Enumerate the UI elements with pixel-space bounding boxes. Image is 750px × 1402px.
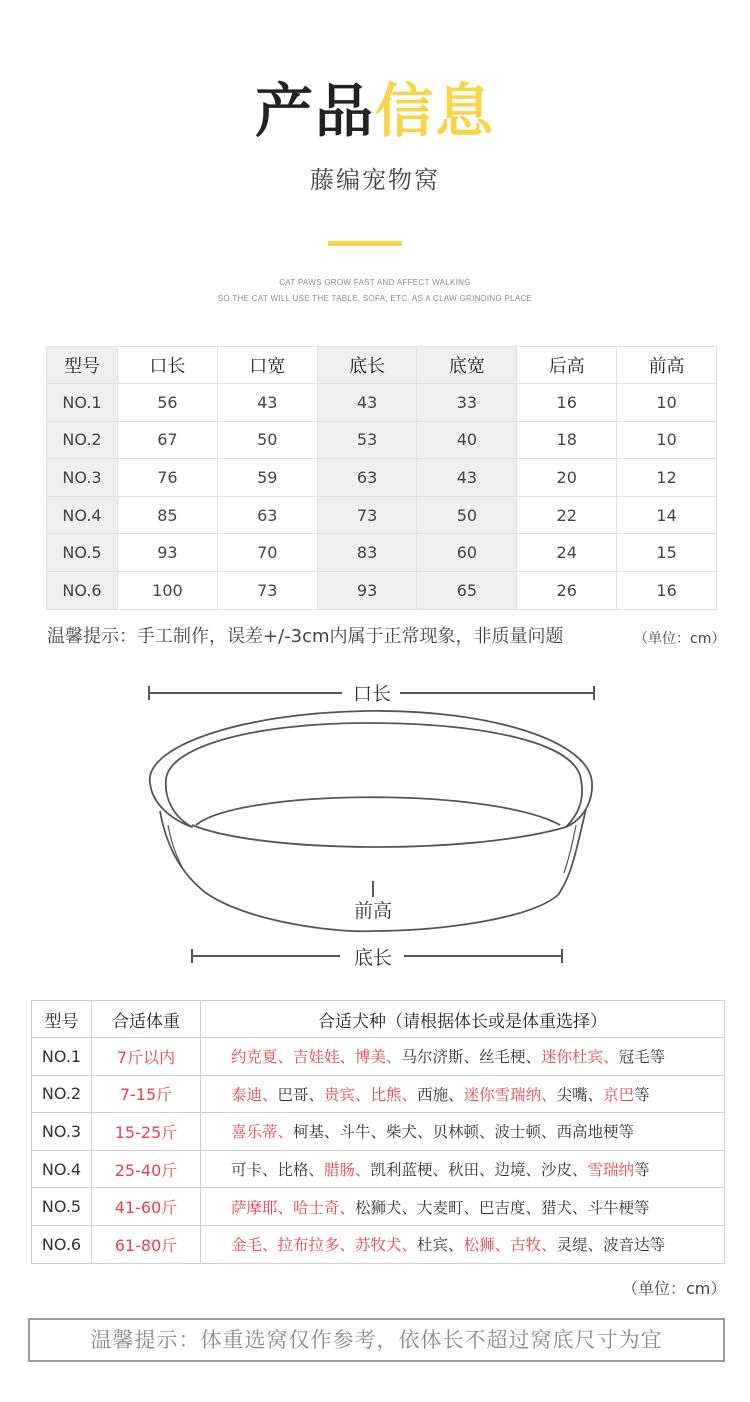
header-cell: 合适体重 bbox=[92, 1001, 201, 1038]
table-row bbox=[47, 496, 717, 534]
table-cell: 67 bbox=[118, 421, 218, 459]
title-highlight: 信息 bbox=[375, 77, 496, 145]
model-cell: NO.3 bbox=[32, 1113, 92, 1151]
table-cell: 12 bbox=[617, 459, 717, 497]
table-cell: 15 bbox=[617, 534, 717, 572]
header-cell: 前高 bbox=[617, 347, 717, 384]
table-cell: 43 bbox=[417, 459, 517, 497]
breed-text: 等 bbox=[634, 1161, 650, 1180]
breed-text: 杜宾、 bbox=[417, 1236, 464, 1255]
table-cell: NO.2 bbox=[47, 421, 118, 459]
breed-text: 冠毛等 bbox=[618, 1048, 666, 1067]
breed-text: 凯利蓝梗、秋田、边境、沙皮、 bbox=[370, 1161, 588, 1180]
table-row bbox=[47, 384, 717, 422]
weight-tip-box: 温馨提示：体重选窝仅作参考，依体长不超过窝底尺寸为宜 bbox=[28, 1318, 725, 1362]
header-cell: 后高 bbox=[517, 347, 617, 384]
breed-text: 吉娃娃、 bbox=[293, 1048, 356, 1067]
table-cell: 63 bbox=[317, 459, 417, 497]
unit-note: （单位：cm） bbox=[634, 631, 726, 647]
table-cell: 59 bbox=[217, 459, 317, 497]
table-cell: 70 bbox=[217, 534, 317, 572]
table-cell: 18 bbox=[517, 421, 617, 459]
breeds-cell bbox=[201, 1038, 725, 1076]
table-cell: 50 bbox=[217, 421, 317, 459]
table-row bbox=[32, 1150, 725, 1188]
table-cell: 93 bbox=[317, 571, 417, 609]
weight-cell: 41-60斤 bbox=[92, 1188, 201, 1226]
weight-cell: 25-40斤 bbox=[92, 1150, 201, 1188]
front-height-label: 前高 bbox=[353, 900, 393, 922]
breed-text: 迷你杜宾、 bbox=[541, 1048, 619, 1067]
size-table bbox=[46, 346, 717, 610]
breed-text: 柯基、斗牛、柴犬、贝林顿、波士顿、西高地梗等 bbox=[293, 1123, 635, 1142]
page-title bbox=[0, 78, 750, 144]
breed-text: 迷你雪瑞纳、 bbox=[463, 1085, 557, 1104]
breed-text: 马尔济斯、丝毛梗、 bbox=[401, 1048, 542, 1067]
top-dimension-label: 口长 bbox=[352, 683, 392, 705]
breed-text: 萨摩耶、 bbox=[231, 1198, 294, 1217]
table-row bbox=[32, 1075, 725, 1113]
table-row bbox=[32, 1225, 725, 1263]
breed-text: 雪瑞纳 bbox=[587, 1161, 635, 1180]
breeds-cell bbox=[201, 1075, 725, 1113]
breeds-cell bbox=[201, 1113, 725, 1151]
bottom-dimension-label: 底长 bbox=[353, 947, 393, 969]
breed-text: 松狮犬、大麦町、巴吉度、猎犬、斗牛梗等 bbox=[355, 1198, 650, 1217]
table-cell: 43 bbox=[217, 384, 317, 422]
table-cell: 16 bbox=[617, 571, 717, 609]
breed-text: 可卡、比格、 bbox=[231, 1161, 325, 1180]
header-cell: 合适犬种（请根据体长或是体重选择） bbox=[201, 1001, 725, 1038]
accent-divider bbox=[328, 241, 402, 246]
breed-text: 巴哥、 bbox=[277, 1085, 325, 1104]
model-cell: NO.5 bbox=[32, 1188, 92, 1226]
tagline-2: SO THE CAT WILL USE THE TABLE, SOFA, ETC. AS A CLAW GRINDING PLACE bbox=[217, 294, 533, 303]
table-cell: NO.1 bbox=[47, 384, 118, 422]
table-cell: 93 bbox=[118, 534, 218, 572]
table-cell: 10 bbox=[617, 421, 717, 459]
header-cell: 型号 bbox=[32, 1001, 92, 1038]
breed-text: 博美、 bbox=[355, 1048, 402, 1067]
table-cell: 73 bbox=[317, 496, 417, 534]
breed-text: 拉布拉多、 bbox=[277, 1236, 356, 1255]
table-row bbox=[47, 571, 717, 609]
breed-text: 松狮、 bbox=[463, 1236, 511, 1255]
breed-text: 灵缇、波音达等 bbox=[556, 1236, 666, 1255]
table-cell: NO.3 bbox=[47, 459, 118, 497]
table-cell: 14 bbox=[617, 496, 717, 534]
bed-outline bbox=[150, 711, 592, 931]
table-cell: 33 bbox=[417, 384, 517, 422]
table-cell: 50 bbox=[417, 496, 517, 534]
tagline-1: CAT PAWS GROW FAST AND AFFECT WALKING bbox=[279, 278, 471, 287]
table-cell: NO.4 bbox=[47, 496, 118, 534]
table-row bbox=[47, 459, 717, 497]
table-cell: NO.5 bbox=[47, 534, 118, 572]
model-cell: NO.4 bbox=[32, 1150, 92, 1188]
model-cell: NO.1 bbox=[32, 1038, 92, 1076]
breeds-cell bbox=[201, 1150, 725, 1188]
unit-note-2: （单位：cm） bbox=[622, 1279, 727, 1298]
table-cell: 76 bbox=[118, 459, 218, 497]
weight-cell: 7斤以内 bbox=[92, 1038, 201, 1076]
breed-text: 贵宾、 bbox=[324, 1085, 371, 1104]
weight-cell: 15-25斤 bbox=[92, 1113, 201, 1151]
breed-text: 金毛、 bbox=[231, 1236, 278, 1255]
breed-text: 西施、 bbox=[417, 1085, 464, 1104]
breed-text: 喜乐蒂、 bbox=[231, 1123, 294, 1142]
breed-text: 等 bbox=[634, 1085, 650, 1104]
table-cell: 16 bbox=[517, 384, 617, 422]
table-cell: 43 bbox=[317, 384, 417, 422]
title-dark: 产品 bbox=[254, 77, 375, 145]
table-cell: 85 bbox=[118, 496, 218, 534]
table-cell: 56 bbox=[118, 384, 218, 422]
breed-text: 古牧、 bbox=[510, 1236, 557, 1255]
table-row bbox=[47, 534, 717, 572]
breeds-cell bbox=[201, 1188, 725, 1226]
weight-cell: 7-15斤 bbox=[92, 1075, 201, 1113]
breed-text: 腊肠、 bbox=[324, 1161, 371, 1180]
header-cell: 口宽 bbox=[217, 347, 317, 384]
table-cell: 60 bbox=[417, 534, 517, 572]
table-cell: 100 bbox=[118, 571, 218, 609]
table-cell: NO.6 bbox=[47, 571, 118, 609]
product-subtitle: 藤编宠物窝 bbox=[310, 166, 440, 194]
breed-text: 泰迪、 bbox=[231, 1085, 278, 1104]
breed-text: 尖嘴、 bbox=[556, 1085, 604, 1104]
breed-text: 比熊、 bbox=[370, 1085, 418, 1104]
header-cell: 底长 bbox=[317, 347, 417, 384]
breed-table bbox=[31, 1000, 725, 1264]
table-cell: 10 bbox=[617, 384, 717, 422]
table-cell: 83 bbox=[317, 534, 417, 572]
table-cell: 26 bbox=[517, 571, 617, 609]
breed-text: 苏牧犬、 bbox=[355, 1236, 418, 1255]
table-cell: 53 bbox=[317, 421, 417, 459]
breed-text: 约克夏、 bbox=[231, 1048, 294, 1067]
size-table-header bbox=[47, 347, 717, 384]
table-cell: 40 bbox=[417, 421, 517, 459]
table-row bbox=[32, 1188, 725, 1226]
table-cell: 73 bbox=[217, 571, 317, 609]
table-row bbox=[32, 1038, 725, 1076]
header-cell: 型号 bbox=[47, 347, 118, 384]
breed-text: 哈士奇、 bbox=[293, 1198, 356, 1217]
table-cell: 22 bbox=[517, 496, 617, 534]
model-cell: NO.6 bbox=[32, 1225, 92, 1263]
breed-text: 京巴 bbox=[603, 1085, 635, 1104]
model-cell: NO.2 bbox=[32, 1075, 92, 1113]
table-cell: 63 bbox=[217, 496, 317, 534]
header-cell: 口长 bbox=[118, 347, 218, 384]
table-row bbox=[32, 1113, 725, 1151]
breeds-cell bbox=[201, 1225, 725, 1263]
breed-table-header bbox=[32, 1001, 725, 1038]
handmade-tip: 温馨提示：手工制作，误差+/-3cm内属于正常现象，非质量问题 bbox=[47, 626, 564, 647]
table-row bbox=[47, 421, 717, 459]
table-cell: 20 bbox=[517, 459, 617, 497]
table-cell: 65 bbox=[417, 571, 517, 609]
table-cell: 24 bbox=[517, 534, 617, 572]
bed-diagram bbox=[140, 675, 610, 975]
header-cell: 底宽 bbox=[417, 347, 517, 384]
weight-cell: 61-80斤 bbox=[92, 1225, 201, 1263]
